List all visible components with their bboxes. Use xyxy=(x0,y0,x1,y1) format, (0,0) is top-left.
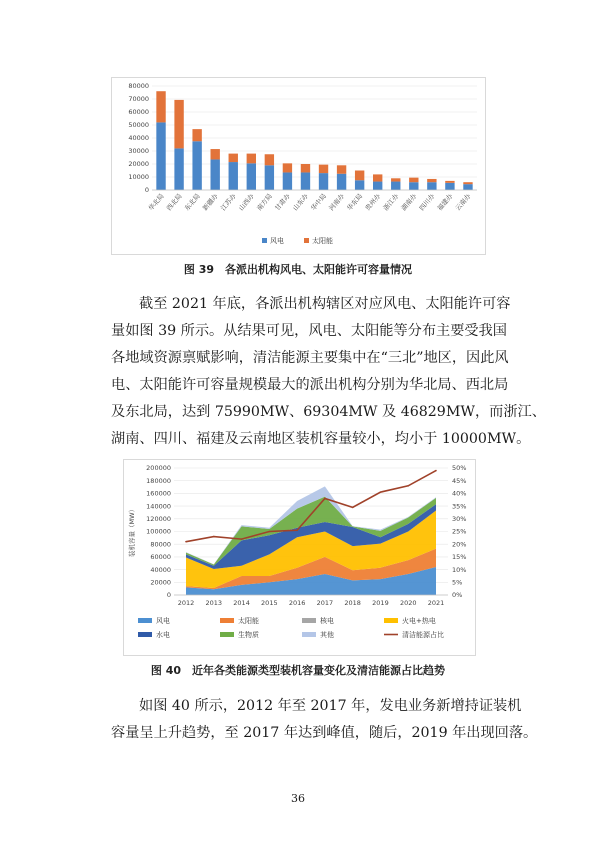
bar-segment xyxy=(174,148,183,190)
bar-segment xyxy=(463,182,472,184)
x-tick-label: 山东办 xyxy=(291,192,311,213)
legend-label: 太阳能 xyxy=(312,237,333,245)
line-point xyxy=(241,538,243,540)
x-tick-label: 山西办 xyxy=(237,192,256,213)
legend-swatch xyxy=(262,238,267,243)
legend-swatch xyxy=(302,632,316,637)
y2-tick-label: 5% xyxy=(452,578,463,587)
y2-tick-label: 35% xyxy=(452,502,467,511)
figure-39-chart xyxy=(111,77,486,255)
paragraph-1 xyxy=(111,291,546,453)
y-tick-label: 80000 xyxy=(150,540,171,549)
figure-40-chart xyxy=(123,459,476,656)
x-tick-label: 2020 xyxy=(399,599,417,607)
bar-segment xyxy=(192,129,201,141)
bar-segment xyxy=(463,184,472,190)
bar-segment xyxy=(391,182,400,190)
bar-segment xyxy=(156,91,165,122)
bar-segment xyxy=(283,172,292,190)
bar-segment xyxy=(409,182,418,190)
x-tick-label: 云南办 xyxy=(453,192,473,213)
legend-swatch xyxy=(302,618,316,623)
x-tick-label: 浙江办 xyxy=(381,192,401,213)
bar-segment xyxy=(319,165,328,173)
y-axis-label: 装机容量（MW） xyxy=(128,505,136,558)
y-tick-label: 160000 xyxy=(146,489,171,498)
line-point xyxy=(407,485,409,487)
paragraph-2-line: 容量呈上升趋势，至 2017 年达到峰值，随后，2019 年出现回落。 xyxy=(111,725,538,741)
legend-label: 太阳能 xyxy=(238,617,259,625)
x-tick-label: 华北局 xyxy=(146,192,166,213)
bar-segment xyxy=(319,173,328,190)
bar-segment xyxy=(445,181,454,183)
y2-tick-label: 50% xyxy=(452,464,467,473)
bar-segment xyxy=(211,149,220,159)
legend-swatch xyxy=(384,618,398,623)
y-tick-label: 120000 xyxy=(146,515,171,523)
bar-segment xyxy=(229,162,238,190)
x-tick-label: 2019 xyxy=(372,599,389,607)
bar-segment xyxy=(445,183,454,190)
paragraph-1-line: 截至 2021 年底，各派出机构辖区对应风电、太阳能许可容 xyxy=(139,296,511,312)
x-tick-label: 贵州办 xyxy=(363,192,383,213)
bar-segment xyxy=(301,172,310,190)
y-tick-label: 40000 xyxy=(150,565,171,574)
bar-segment xyxy=(355,180,364,190)
bar-segment xyxy=(247,154,256,164)
bar-segment xyxy=(409,178,418,183)
y2-tick-label: 25% xyxy=(452,527,467,536)
bar-segment xyxy=(301,164,310,172)
x-tick-label: 新疆办 xyxy=(201,192,220,213)
bar-segment xyxy=(174,100,183,148)
x-tick-label: 河南办 xyxy=(327,192,347,213)
legend-label: 生物质 xyxy=(238,631,259,639)
bar-segment xyxy=(192,141,201,190)
y-tick-label: 180000 xyxy=(146,476,171,485)
line-point xyxy=(296,529,298,531)
bar-segment xyxy=(427,179,436,182)
x-tick-label: 东北局 xyxy=(183,192,202,213)
x-tick-label: 2016 xyxy=(288,599,306,607)
legend-label: 风电 xyxy=(156,617,170,625)
bar-segment xyxy=(355,171,364,181)
x-tick-label: 湖南办 xyxy=(399,192,419,213)
line-point xyxy=(213,536,215,538)
y2-tick-label: 30% xyxy=(452,515,467,523)
legend-swatch xyxy=(220,618,234,623)
paragraph-1-line: 及东北局，达到 75990MW、69304MW 及 46829MW，而浙江、 xyxy=(111,404,546,420)
x-tick-label: 2012 xyxy=(177,599,195,607)
x-tick-label: 2014 xyxy=(233,599,250,607)
x-tick-label: 华中局 xyxy=(309,192,329,213)
bar-segment xyxy=(373,182,382,190)
bar-segment xyxy=(211,159,220,190)
x-tick-label: 四川办 xyxy=(417,192,437,213)
x-tick-label: 华东局 xyxy=(345,192,365,213)
bar-segment xyxy=(156,122,165,190)
line-point xyxy=(380,491,382,493)
legend-swatch xyxy=(220,632,234,637)
legend-swatch xyxy=(304,238,309,243)
y-tick-label: 0 xyxy=(166,591,171,600)
x-tick-label: 2015 xyxy=(261,599,278,607)
bar-segment xyxy=(265,165,274,190)
y-tick-label: 10000 xyxy=(128,173,149,182)
line-point xyxy=(324,498,326,500)
paragraph-1-line: 电、太阳能许可容量规模最大的派出机构分别为华北局、西北局 xyxy=(111,377,509,393)
y2-tick-label: 15% xyxy=(452,553,467,562)
y-tick-label: 200000 xyxy=(146,464,171,473)
bar-segment xyxy=(247,163,256,190)
paragraph-2-line: 如图 40 所示，2012 年至 2017 年，发电业务新增持证装机 xyxy=(139,698,522,714)
paragraph-1-line: 各地域资源禀赋影响，清洁能源主要集中在“三北”地区，因此风 xyxy=(111,350,509,366)
legend-label: 水电 xyxy=(156,631,170,639)
y-tick-label: 40000 xyxy=(128,134,149,143)
y-tick-label: 60000 xyxy=(128,108,149,117)
legend-swatch xyxy=(138,632,152,637)
y-tick-label: 0 xyxy=(144,186,149,195)
x-tick-label: 福建办 xyxy=(435,192,455,213)
x-tick-label: 江苏办 xyxy=(219,192,238,213)
y-tick-label: 20000 xyxy=(150,578,171,587)
x-tick-label: 2018 xyxy=(344,599,361,607)
bar-segment xyxy=(283,163,292,172)
paragraph-1-line: 量如图 39 所示。从结果可见，风电、太阳能等分布主要受我国 xyxy=(111,323,507,339)
bar-segment xyxy=(265,154,274,165)
y-tick-label: 70000 xyxy=(128,95,149,104)
legend-swatch xyxy=(138,618,152,623)
wind-solar-bar-chart xyxy=(112,78,485,254)
line-point xyxy=(185,541,187,543)
figure-40-caption: 图 40 近年各类能源类型装机容量变化及清洁能源占比趋势 xyxy=(150,664,446,677)
y-tick-label: 20000 xyxy=(128,160,149,169)
y2-tick-label: 20% xyxy=(452,540,467,549)
paragraph-2 xyxy=(111,693,538,747)
y2-tick-label: 45% xyxy=(452,476,467,485)
bar-segment xyxy=(337,165,346,173)
x-tick-label: 2017 xyxy=(316,599,334,607)
bar-segment xyxy=(391,178,400,181)
bar-segment xyxy=(229,154,238,162)
line-point xyxy=(352,507,354,509)
legend-label: 核电 xyxy=(320,617,334,625)
x-tick-label: 甘肃办 xyxy=(273,192,292,213)
figure-39-caption: 图 39 各派出机构风电、太阳能许可容量情况 xyxy=(183,263,413,276)
y2-tick-label: 40% xyxy=(452,489,467,498)
x-tick-label: 2021 xyxy=(427,599,445,607)
line-point xyxy=(269,531,271,533)
capacity-area-chart xyxy=(124,460,475,655)
page-number: 36 xyxy=(291,792,305,805)
y-tick-label: 140000 xyxy=(146,502,171,511)
x-tick-label: 南方局 xyxy=(255,192,274,213)
bar-segment xyxy=(427,182,436,190)
legend-label: 风电 xyxy=(270,237,284,245)
legend-label: 其他 xyxy=(320,631,334,639)
bar-segment xyxy=(373,174,382,181)
x-tick-label: 西北局 xyxy=(164,192,184,213)
y2-tick-label: 10% xyxy=(452,565,467,574)
y-tick-label: 60000 xyxy=(150,553,171,562)
y-tick-label: 30000 xyxy=(128,147,149,156)
legend-label: 火电+热电 xyxy=(402,617,436,625)
y-tick-label: 100000 xyxy=(146,527,171,536)
y-tick-label: 80000 xyxy=(128,82,149,91)
x-tick-label: 2013 xyxy=(205,599,223,607)
line-point xyxy=(435,470,437,472)
y-tick-label: 50000 xyxy=(128,121,149,130)
legend-label: 清洁能源占比 xyxy=(402,631,444,639)
paragraph-1-line: 湖南、四川、福建及云南地区装机容量较小，均小于 10000MW。 xyxy=(111,431,531,447)
y2-tick-label: 0% xyxy=(452,591,463,600)
bar-segment xyxy=(337,174,346,190)
